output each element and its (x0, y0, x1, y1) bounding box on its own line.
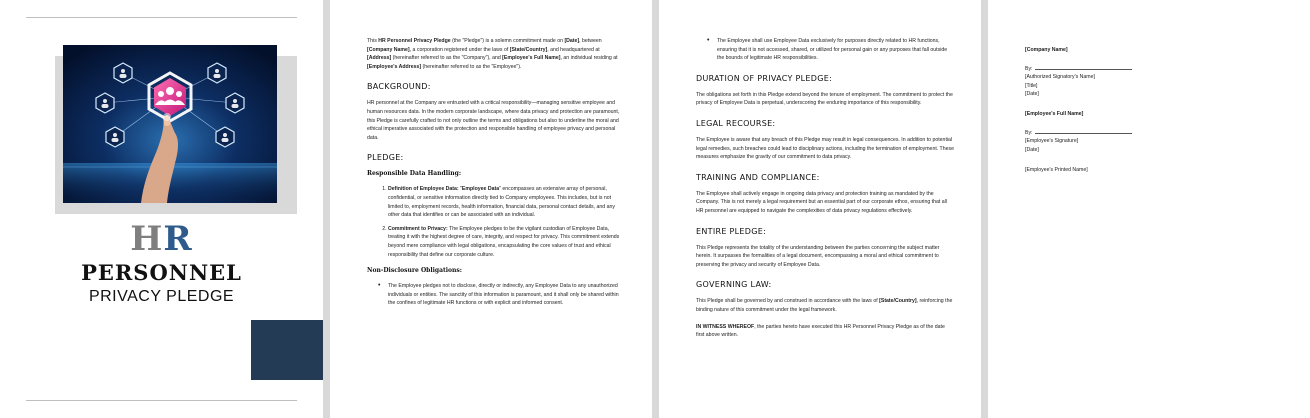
employee-signature: [Employee's Signature] (1025, 138, 1079, 145)
employee-date: [Date] (1025, 146, 1039, 153)
bottom-rule (26, 400, 297, 401)
employee-name-label: [Employee's Full Name] (1025, 111, 1084, 118)
intro-paragraph: This HR Personnel Privacy Pledge (the "Pledge") is a solemn commitment made on [Date], between [Company Name], a corporation registered under the laws of [State/Country], and headquartered at [Address] (hereinafter referred to as the "Company"), and [Employee's Full Name], an individual residing at [Employee's Address] (hereinafter referred to as the "Employee"). (367, 38, 618, 70)
witness-text: IN WITNESS WHEREOF, the parties hereto have executed this HR Personnel Privacy Pledge as of the date first above written. (696, 323, 945, 339)
signature-line[interactable] (1035, 129, 1132, 134)
company-name-label: [Company Name] (1025, 47, 1068, 53)
list-item: 2. Commitment to Privacy: The Employee pledges to be the vigilant custodian of Employee Data, treating it with the highest degree of care, integrity, and respect for privacy. This commitment extends beyond mere compliance with legal obligations, encapsulating the core values of trust and ethical responsibility that define our corporate culture. (388, 225, 625, 259)
signatory-title: [Title] (1025, 82, 1038, 89)
company-date: [Date] (1025, 90, 1039, 97)
hand-touching-people-icon (63, 45, 277, 203)
governing-law-heading: GOVERNING LAW: (696, 280, 772, 290)
employee-signature-block (1025, 110, 1283, 154)
page-4 (988, 0, 1310, 418)
top-rule (26, 17, 297, 18)
signature-line[interactable] (1035, 65, 1132, 70)
page-3 (659, 0, 981, 418)
employee-printed-name: [Employee's Printed Name] (1025, 166, 1088, 173)
duration-heading: DURATION OF PRIVACY PLEDGE: (696, 73, 833, 83)
entire-pledge-text: This Pledge represents the totality of the understanding between the parties concerning the subject matter herein. It surpasses the formalities of a legal document, encompassing a moral and ethical commitment to preserving the privacy and security of Employee Data. (696, 244, 940, 268)
list-item: 1. Definition of Employee Data: "Employee Data" encompasses an extensive array of personal, confidential, or sensitive information directly tied to Company employees. This includes, but is not limited to, employment records, health information, financial data, personal contact details, and any other data that identifies or can be associated with an individual. (388, 185, 625, 219)
list-item: • The Employee shall use Employee Data exclusively for purposes directly related to HR functions, ensuring that it is not accessed, shared, or utilized for personal gain or any purposes that fall outside the bounds of legitimate HR responsibilities. (717, 37, 954, 63)
cover-image (63, 45, 277, 203)
entire-pledge-heading: ENTIRE PLEDGE: (696, 226, 767, 236)
training-text: The Employee shall actively engage in ongoing data privacy and protection training as mandated by the Company. This is not merely a legal requirement but an essential part of our corporate ethos, ensuring that all HR personnel are equipped to navigate the complexities of data privacy regulations effectively. (696, 190, 947, 214)
company-signature-block (1025, 46, 1283, 98)
signatory-name: [Authorized Signatory's Name] (1025, 74, 1095, 81)
title-hr (0, 219, 323, 259)
title-hr-h: H (130, 219, 164, 259)
list-item: • The Employee pledges not to disclose, directly or indirectly, any Employee Data to any unauthorized individuals or entities. The sanctity of this information is paramount, and it shall only be shared within the confines of legitimate HR functions or with explicit and informed consent. (388, 282, 625, 308)
navy-accent-block (251, 320, 323, 380)
background-heading: BACKGROUND: (367, 82, 431, 92)
company-signature-line: By: (1025, 65, 1283, 73)
usage-list (696, 37, 954, 63)
background-text: HR personnel at the Company are entrusted with a critical responsibility—managing sensitive employee and human resources data. In the modern corporate landscape, where data privacy and protection are paramount, this Pledge is carefully crafted to not only outline the terms and obligations but also to underline the moral and ethical imperative associated with the protection and responsible handling of employee privacy and personal data. (367, 100, 620, 141)
title-personnel: PERSONNEL (81, 260, 242, 285)
legal-recourse-text: The Employee is aware that any breach of this Pledge may result in legal consequences. In addition to potential legal remedies, such breaches could lead to disciplinary actions, including the termination of employment. These measures emphasize the gravity of our commitment to data privacy. (696, 136, 954, 161)
nondisclosure-heading: Non-Disclosure Obligations: (367, 267, 463, 275)
page-2 (330, 0, 652, 418)
pledge-heading: PLEDGE: (367, 153, 404, 163)
governing-law-text: This Pledge shall be governed by and construed in accordance with the laws of [State/Country], reinforcing the binding nature of this commitment under the legal framework. (696, 298, 953, 313)
responsible-data-list (367, 185, 625, 259)
training-heading: TRAINING AND COMPLIANCE: (696, 172, 820, 182)
employee-signature-line: By: (1025, 129, 1283, 137)
legal-recourse-heading: LEGAL RECOURSE: (696, 118, 776, 128)
responsible-data-heading: Responsible Data Handling: (367, 170, 462, 178)
cover-page (0, 0, 323, 418)
title-subtitle: PRIVACY PLEDGE (88, 288, 235, 305)
duration-text: The obligations set forth in this Pledge extend beyond the tenure of employment. The commitment to protect the privacy of Employee Data is perpetual, underscoring the enduring importance of this responsibility. (696, 91, 953, 107)
title-hr-r: R (163, 219, 193, 259)
nondisclosure-list (367, 282, 625, 308)
